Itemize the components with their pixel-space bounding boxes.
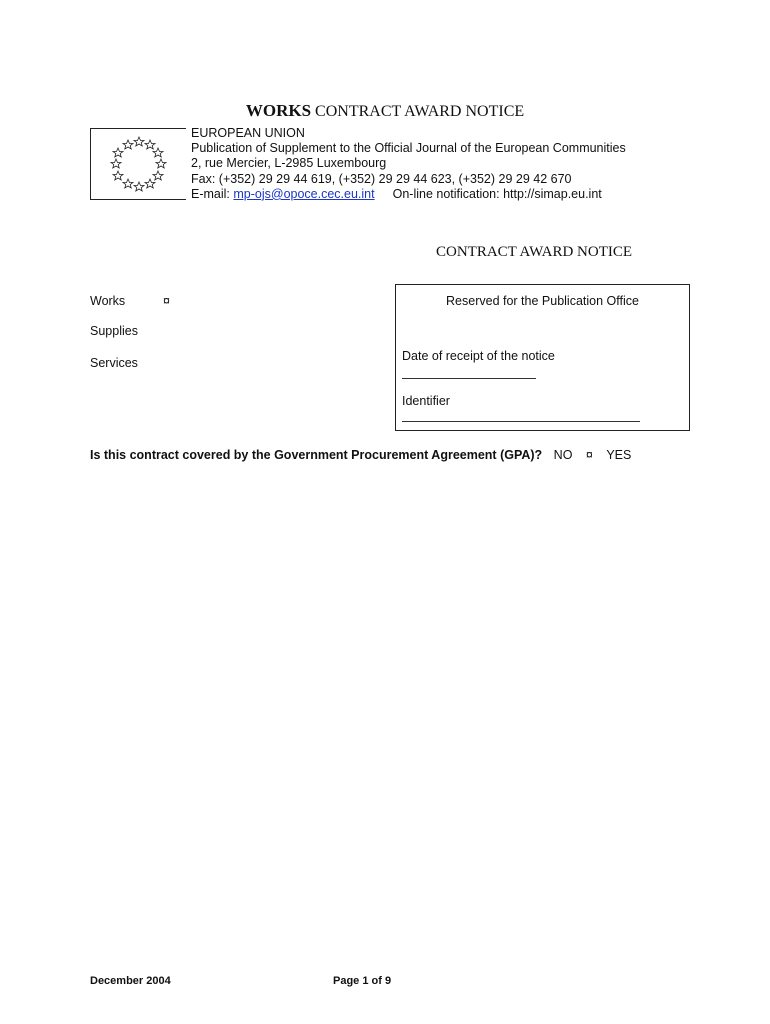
gpa-no-checkbox[interactable]: ¤ xyxy=(585,448,593,462)
email-link[interactable]: mp-ojs@opoce.cec.eu.int xyxy=(233,186,375,201)
address-line: 2, rue Mercier, L-2985 Luxembourg xyxy=(191,156,387,171)
footer-page-number: Page 1 of 9 xyxy=(333,975,392,987)
reserved-publication-office-box xyxy=(395,284,690,431)
eu-stars-icon xyxy=(91,129,186,199)
reserved-heading: Reserved for the Publication Office xyxy=(446,294,639,308)
gpa-question: Is this contract covered by the Government Procurement Agreement (GPA)? xyxy=(90,448,543,462)
notice-title xyxy=(0,101,770,121)
contact-line xyxy=(191,187,626,202)
option-works-checkbox[interactable]: ¤ xyxy=(163,294,170,308)
identifier-label: Identifier xyxy=(402,394,450,408)
date-receipt-label: Date of receipt of the notice xyxy=(402,349,555,363)
publisher-info xyxy=(191,126,626,202)
org-name: EUROPEAN UNION xyxy=(191,126,305,140)
option-supplies[interactable] xyxy=(90,324,138,338)
section-subtitle: CONTRACT AWARD NOTICE xyxy=(436,244,633,260)
identifier-line xyxy=(402,421,640,422)
online-notification: On-line notification: http://simap.eu.int xyxy=(392,186,602,201)
gpa-no-label: NO xyxy=(553,448,573,462)
option-services-label: Services xyxy=(90,356,138,370)
eu-flag-logo xyxy=(90,128,186,200)
footer-date: December 2004 xyxy=(90,975,171,987)
gpa-question-row xyxy=(90,448,643,462)
gpa-yes-label: YES xyxy=(606,448,632,462)
email-label: E-mail: xyxy=(191,186,234,201)
publication-line: Publication of Supplement to the Official Journal of the European Communities xyxy=(191,141,626,156)
date-receipt-line xyxy=(402,378,536,379)
option-works[interactable] xyxy=(90,294,170,308)
option-services[interactable] xyxy=(90,356,138,370)
notice-title-bold: WORKS xyxy=(245,101,312,120)
option-works-label: Works xyxy=(90,294,126,308)
notice-title-rest: CONTRACT AWARD NOTICE xyxy=(311,103,525,120)
fax-line: Fax: (+352) 29 29 44 619, (+352) 29 29 44 623, (+352) 29 29 42 670 xyxy=(191,171,572,186)
option-supplies-label: Supplies xyxy=(90,324,138,338)
